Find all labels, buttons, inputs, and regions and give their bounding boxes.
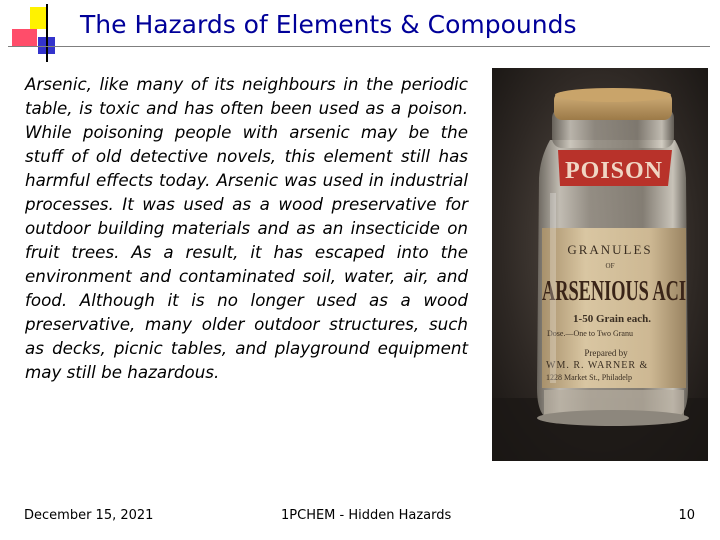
title-underline	[8, 46, 710, 47]
label-prepared: Prepared by	[584, 348, 628, 358]
decor-red-square	[12, 29, 37, 46]
footer-title: 1PCHEM - Hidden Hazards	[281, 508, 452, 523]
arsenic-bottle-image	[492, 68, 708, 461]
poison-label-text: POISON	[564, 158, 664, 184]
slide-title: The Hazards of Elements & Compounds	[80, 10, 577, 39]
bottle-base	[537, 410, 689, 426]
label-warner: WM. R. WARNER &	[546, 360, 649, 371]
footer-date: December 15, 2021	[24, 508, 154, 523]
slide-body-text: Arsenic, like many of its neighbours in the periodic table, is toxic and has often been used as a poison. While poisoning people with arsenic may be the stuff of old detective novels, this element still has harmful effects today. Arsenic was used in industrial processes. It was used as a wood preservative for outdoor building materials and as an insecticide on fruit trees. As a result, it has escaped into the environment and contaminated soil, water, air, and food. Although it is no longer used as a wood preservative, many older outdoor structures, such as decks, picnic tables, and playground equipment may still be hazardous.	[25, 74, 468, 382]
decor-vertical-line	[46, 4, 48, 62]
label-dose: Dose.—One to Two Granu	[547, 329, 633, 338]
label-grain: 1-50 Grain each.	[573, 313, 651, 325]
label-of: OF	[605, 262, 615, 270]
decor-yellow-square	[30, 7, 47, 29]
label-granules: GRANULES	[567, 242, 653, 257]
slide-number: 10	[678, 508, 695, 523]
label-address: 1228 Market St., Philadelp	[546, 373, 632, 382]
label-arsenious: ARSENIOUS ACI	[542, 276, 686, 307]
